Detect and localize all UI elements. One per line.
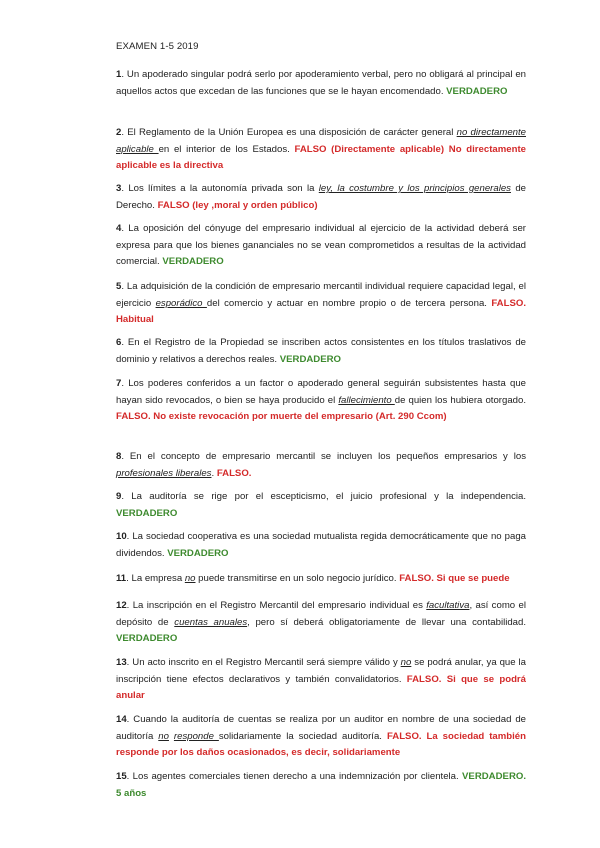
question-text: . La oposición del cónyuge del empresario individual al ejercicio de la actividad deberá ser expresa para que los bienes gananciales no se vean comprometidos a resultas de la actividad comercial. [116,223,526,267]
underlined-term: responde [173,730,219,742]
question-number: 9 [116,491,122,502]
question-text: . Los agentes comerciales tienen derecho a una indemnización por clientela. [126,771,463,782]
question-text: . Cuando la auditoría de cuentas se realiza por un auditor en nombre de una sociedad de auditoría [116,714,526,742]
question-11 [116,571,526,588]
question-text: , así como el depósito de [116,600,526,628]
question-number: 15 [116,771,127,782]
answer-false: FALSO. La sociedad también responde por los daños ocasionados, es decir, solidariamente [116,730,526,758]
question-text: . Los poderes conferidos a un factor o apoderado general seguirán subsistentes hasta que hayan sido revocados, o bien se haya producido el [116,378,526,406]
underlined-term: profesionales liberales [116,467,212,479]
exam-title: EXAMEN 1-5 2019 [116,41,199,52]
question-6 [116,335,526,368]
answer-false: FALSO (ley ,moral y orden público) [157,199,318,211]
underlined-term: ley, la costumbre y los principios generales [318,183,511,194]
question-number: 10 [116,531,127,542]
question-number: 13 [116,657,127,668]
answer-true: VERDADERO [279,353,342,365]
question-text: . La empresa [126,573,185,584]
question-text: puede transmitirse en un solo negocio jurídico. [195,573,400,584]
question-number: 7 [116,378,122,389]
question-number: 4 [116,223,122,234]
question-number: 12 [116,600,127,611]
answer-true: VERDADERO. 5 años [116,771,526,799]
answer-true: VERDADERO [446,85,508,97]
question-text: , pero sí deberá obligatoriamente de llevar una contabilidad. [247,616,527,628]
underlined-term: cuentas anuales [174,616,248,628]
answer-false: FALSO (Directamente aplicable) No directamente aplicable es la directiva [116,143,526,171]
question-text: . Los límites a la autonomía privada son la [121,183,319,194]
question-number: 2 [116,127,122,138]
question-number: 5 [116,281,122,292]
underlined-term: facultativa [426,600,470,611]
answer-false: FALSO. Si que se podrá anular [116,673,527,701]
question-text: solidariamente la sociedad auditoría. [218,730,387,742]
question-13 [116,655,526,705]
answer-false: FALSO. [216,467,252,479]
question-12 [116,598,526,648]
question-text: . La adquisición de la condición de empresario mercantil individual requiere capacidad legal, el ejercicio [116,281,526,309]
question-text: . En el Registro de la Propiedad se inscriben actos consistentes en los títulos traslativos de dominio y relativos a derechos reales. [116,337,526,365]
question-text: . La inscripción en el Registro Mercantil del empresario individual es [126,600,427,611]
answer-true: VERDADERO [116,507,178,519]
underlined-term: fallecimiento [338,394,395,406]
underlined-term: esporádico [155,297,207,309]
question-text: de Derecho. [116,183,526,211]
question-text: . En el concepto de empresario mercantil se incluyen los pequeños empresarios y los [121,451,526,462]
answer-true: VERDADERO [167,547,229,559]
underlined-term: no [400,657,412,668]
question-8 [116,449,526,482]
question-number: 8 [116,451,122,462]
question-number: 14 [116,714,127,725]
underlined-term: no [158,730,169,742]
question-7 [116,376,526,426]
question-3 [116,181,526,214]
answer-true: VERDADERO [116,633,178,644]
question-number: 11 [116,573,127,584]
question-1 [116,67,526,100]
question-10 [116,529,526,562]
underlined-term: no [184,573,196,584]
question-text: . Un acto inscrito en el Registro Mercantil será siempre válido y [126,657,401,668]
answer-false: FALSO. Si que se puede [399,573,510,584]
question-text: en el interior de los Estados. [158,143,295,155]
question-number: 6 [116,337,122,348]
question-14 [116,712,526,762]
question-number: 1 [116,69,122,80]
question-9 [116,489,526,522]
question-text: de quien los hubiera otorgado. [394,394,526,406]
question-2 [116,125,526,175]
question-text: se podrá anular, ya que la inscripción tiene efectos declarativos y también convalidatorios. [116,657,526,685]
question-text: . La auditoría se rige por el escepticismo, el juicio profesional y la independencia. [121,491,526,502]
answer-true: VERDADERO [162,256,224,267]
question-text: del comercio y actuar en nombre propio o de tercera persona. [206,297,492,309]
answer-false: FALSO. No existe revocación por muerte del empresario (Art. 290 Ccom) [116,411,447,422]
question-text: . [211,467,217,479]
question-5 [116,279,526,329]
question-text: . Un apoderado singular podrá serlo por apoderamiento verbal, pero no obligará al principal en aquellos actos que excedan de las funciones que se le hayan encomendado. [116,69,526,97]
underlined-term: no directamente aplicable [116,127,526,155]
question-text: . El Reglamento de la Unión Europea es una disposición de carácter general [121,127,457,138]
question-text: . La sociedad cooperativa es una sociedad mutualista regida democráticamente que no paga dividendos. [116,531,526,559]
question-4 [116,221,526,271]
question-15 [116,769,526,802]
answer-false: FALSO. Habitual [116,297,526,325]
question-number: 3 [116,183,122,194]
